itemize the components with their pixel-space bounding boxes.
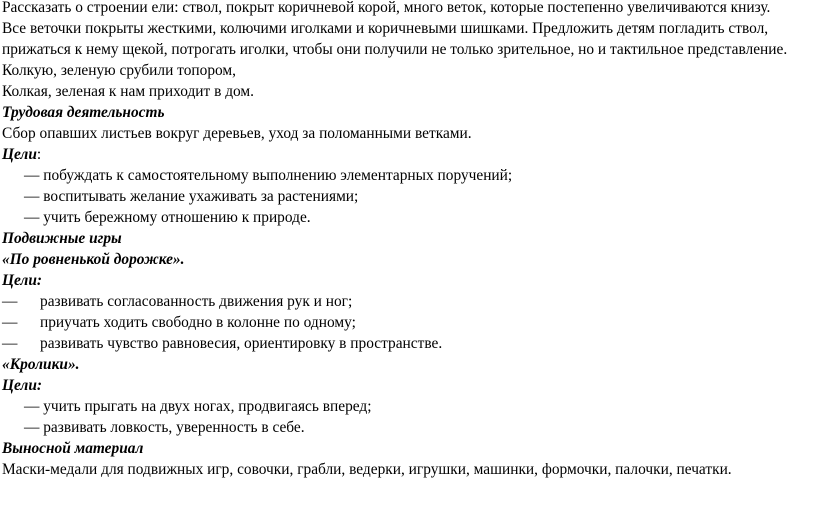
- material-heading: Выносной материал: [2, 440, 144, 457]
- labor-goals-heading: [2, 145, 41, 166]
- game1-title: «По ровненькой дорожке».: [2, 251, 185, 268]
- material-text: Маски-медали для подвижных игр, совочки, грабли, ведерки, игрушки, машинки, формочки, палочки, печатки.: [2, 461, 732, 478]
- games-heading: Подвижные игры: [2, 230, 122, 247]
- poem-line-1: Колкую, зеленую срубили топором,: [2, 62, 236, 79]
- labor-goal-2: — воспитывать желание ухаживать за растениями;: [24, 188, 359, 205]
- labor-goal-1: — побуждать к самостоятельному выполнению элементарных поручений;: [24, 167, 513, 184]
- game1-goal-2: приучать ходить свободно в колонне по одному;: [40, 314, 356, 331]
- game1-goal-3: развивать чувство равновесия, ориентировку в пространстве.: [40, 335, 443, 352]
- intro-line-3: прижаться к нему щекой, потрогать иголки, чтобы они получили не только зрительное, но и тактильное представление.: [2, 41, 788, 58]
- game1-goal-2-dash: —: [2, 314, 18, 331]
- game2-title: «Кролики».: [2, 356, 80, 373]
- poem-line-2: Колкая, зеленая к нам приходит в дом.: [2, 83, 255, 100]
- game1-goal-3-dash: —: [2, 335, 18, 352]
- game2-goal-2: — развивать ловкость, уверенность в себе.: [24, 419, 305, 436]
- labor-heading: Трудовая деятельность: [2, 104, 165, 121]
- intro-line-2: Все веточки покрыты жесткими, колючими иголками и коричневыми шишками. Предложить детям погладить ствол,: [2, 20, 769, 37]
- game1-goal-1-dash: —: [2, 293, 18, 310]
- labor-text: Сбор опавших листьев вокруг деревьев, уход за поломанными ветками.: [2, 125, 472, 142]
- game1-goal-1: развивать согласованность движения рук и ног;: [40, 293, 353, 310]
- labor-goals-label: Цели: [2, 146, 37, 163]
- labor-goals-colon: :: [36, 146, 42, 163]
- intro-line-1: Рассказать о строении ели: ствол, покрыт коричневой корой, много веток, которые постепенно увеличиваются книзу.: [2, 0, 771, 16]
- game2-goals-label: Цели:: [2, 377, 43, 394]
- game1-goals-label: Цели:: [2, 272, 43, 289]
- game2-goal-1: — учить прыгать на двух ногах, продвигаясь вперед;: [24, 398, 372, 415]
- labor-goal-3: — учить бережному отношению к природе.: [24, 209, 311, 226]
